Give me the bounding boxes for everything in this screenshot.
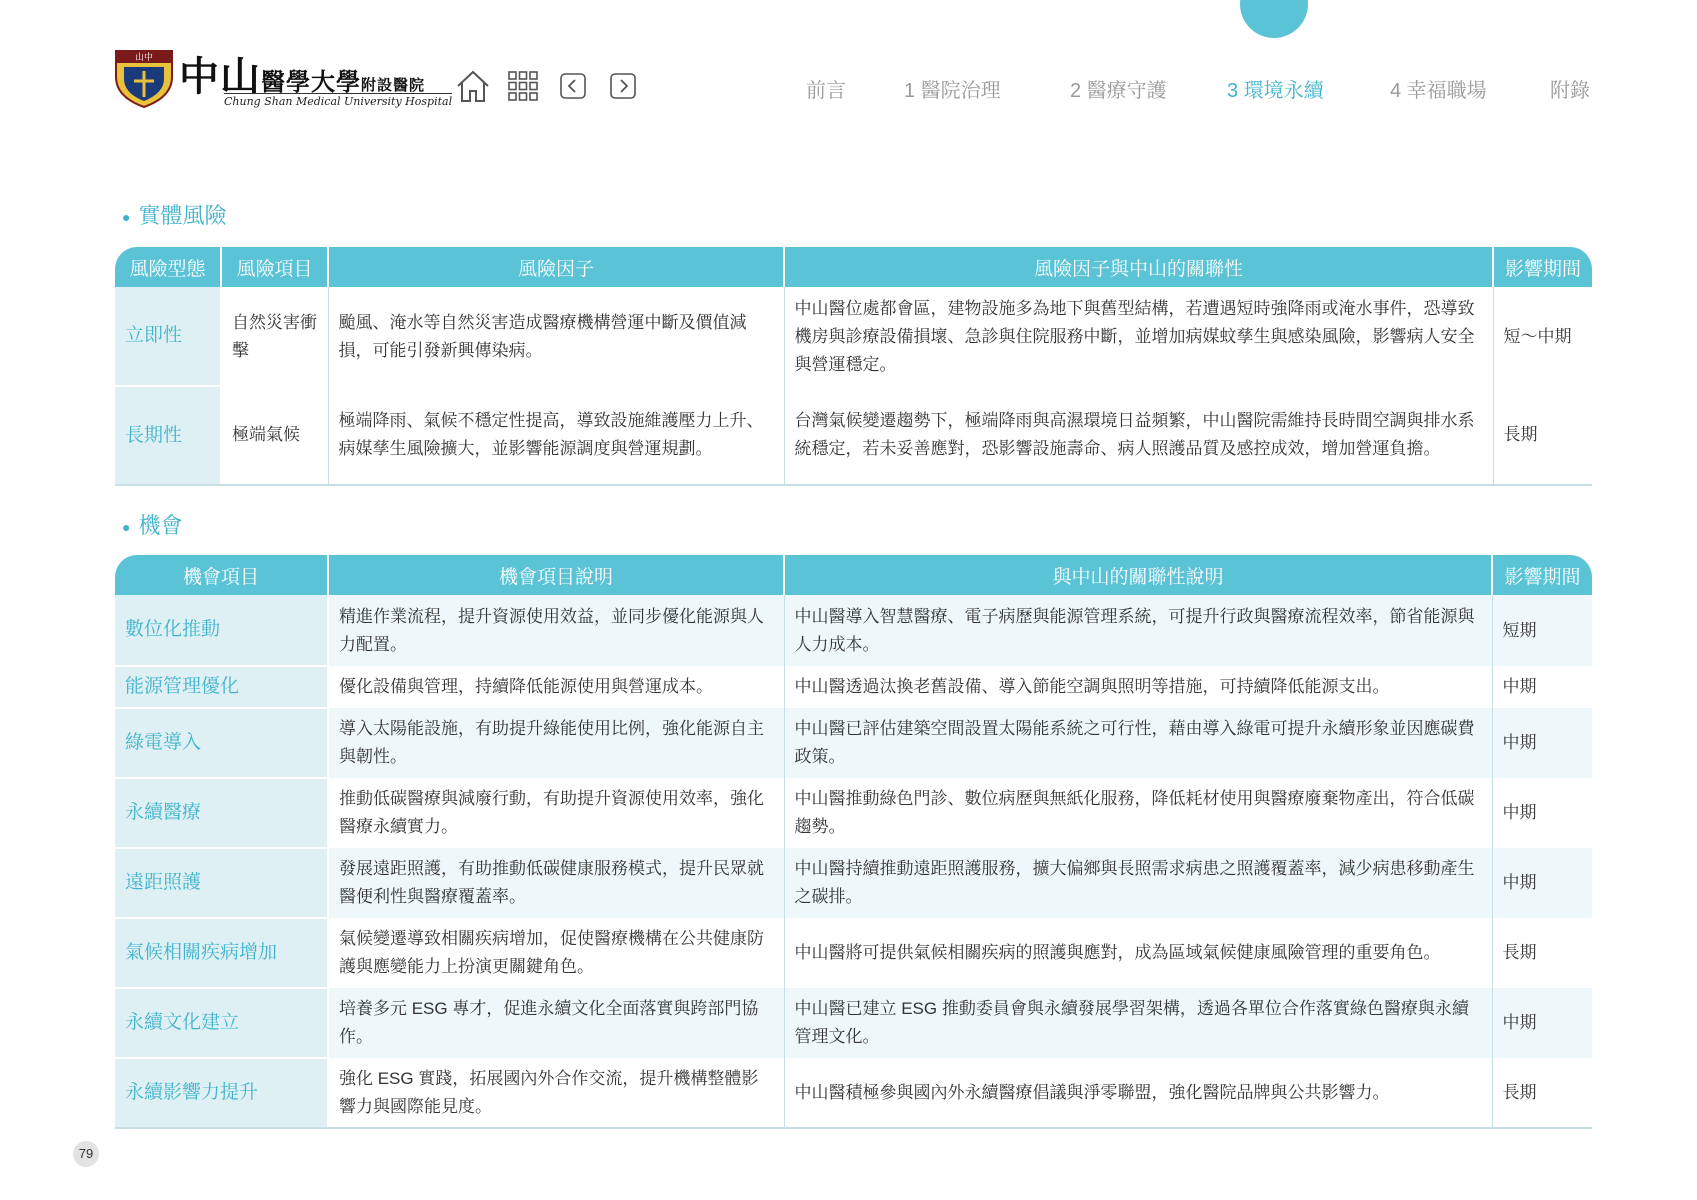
impact-period-cell: 中期 xyxy=(1492,988,1592,1058)
opportunity-item-cell: 氣候相關疾病增加 xyxy=(115,918,328,988)
risk-relation-cell: 中山醫位處都會區，建物設施多為地下與舊型結構，若遭遇短時強降雨或淹水事件，恐導致機房與診療設備損壞、急診與住院服務中斷，並增加病媒蚊孳生與感染風險，影響病人安全與營運穩定。 xyxy=(784,287,1493,386)
opportunity-relation-cell: 中山醫透過汰換老舊設備、導入節能空調與照明等措施，可持續降低能源支出。 xyxy=(784,666,1492,708)
header-risk-type: 風險型態 xyxy=(115,247,221,287)
risk-type-cell: 長期性 xyxy=(115,386,221,485)
opportunity-item-cell: 綠電導入 xyxy=(115,708,328,778)
risk-relation-cell: 台灣氣候變遷趨勢下，極端降雨與高濕環境日益頻繁，中山醫院需維持長時間空調與排水系統穩定，若未妥善應對，恐影響設施壽命、病人照護品質及感控成效，增加營運負擔。 xyxy=(784,386,1493,485)
header-risk-relation: 風險因子與中山的關聯性 xyxy=(784,247,1493,287)
opportunity-desc-cell: 推動低碳醫療與減廢行動，有助提升資源使用效率，強化醫療永續實力。 xyxy=(328,778,784,848)
nav-item-medical-care[interactable]: 2 醫療守護 xyxy=(1070,80,1167,102)
opportunity-item-cell: 永續文化建立 xyxy=(115,988,328,1058)
impact-period-cell: 中期 xyxy=(1492,848,1592,918)
opportunity-relation-cell: 中山醫將可提供氣候相關疾病的照護與應對，成為區域氣候健康風險管理的重要角色。 xyxy=(784,918,1492,988)
impact-period-cell: 短～中期 xyxy=(1493,287,1592,386)
decorative-circle xyxy=(1240,0,1308,38)
section-title-physical-risk xyxy=(122,199,226,230)
opportunity-relation-cell: 中山醫持續推動遠距照護服務，擴大偏鄉與長照需求病患之照護覆蓋率，減少病患移動產生之碳排。 xyxy=(784,848,1492,918)
table-row xyxy=(115,287,1592,386)
table-row xyxy=(115,848,1592,918)
section-title-text: 機會 xyxy=(138,513,183,538)
nav-item-governance[interactable]: 1 醫院治理 xyxy=(904,80,1001,102)
opportunity-desc-cell: 強化 ESG 實踐，拓展國內外合作交流，提升機構整體影響力與國際能見度。 xyxy=(328,1058,784,1128)
table-row xyxy=(115,595,1592,666)
table-row xyxy=(115,1058,1592,1128)
header-opportunity-item: 機會項目 xyxy=(115,555,328,595)
header-risk-item: 風險項目 xyxy=(221,247,328,287)
opportunity-table xyxy=(115,555,1592,1129)
opportunity-relation-cell: 中山醫已評估建築空間設置太陽能系統之可行性，藉由導入綠電可提升永續形象並因應碳費政策。 xyxy=(784,708,1492,778)
table-row xyxy=(115,918,1592,988)
opportunity-item-cell: 永續醫療 xyxy=(115,778,328,848)
risk-type-cell: 立即性 xyxy=(115,287,221,386)
impact-period-cell: 中期 xyxy=(1492,708,1592,778)
page-number: 79 xyxy=(73,1141,99,1167)
emblem-text: 山中 xyxy=(134,53,154,63)
logo-main-text: 中山 xyxy=(179,53,261,100)
impact-period-cell: 中期 xyxy=(1492,666,1592,708)
opportunity-desc-cell: 培養多元 ESG 專才，促進永續文化全面落實與跨部門協作。 xyxy=(328,988,784,1058)
header-opportunity-desc: 機會項目說明 xyxy=(328,555,784,595)
impact-period-cell: 中期 xyxy=(1492,778,1592,848)
opportunity-desc-cell: 精進作業流程，提升資源使用效益，並同步優化能源與人力配置。 xyxy=(328,595,784,666)
bullet-dot: ● xyxy=(122,209,131,226)
impact-period-cell: 長期 xyxy=(1493,386,1592,485)
header-risk-factor: 風險因子 xyxy=(328,247,784,287)
table-row xyxy=(115,666,1592,708)
risk-factor-cell: 颱風、淹水等自然災害造成醫療機構營運中斷及價值減損，可能引發新興傳染病。 xyxy=(328,287,784,386)
logo-small-text: 附設醫院 xyxy=(361,76,426,94)
header-impact-period: 影響期間 xyxy=(1492,555,1592,595)
header-opportunity-relation: 與中山的關聯性說明 xyxy=(784,555,1492,595)
opportunity-desc-cell: 導入太陽能設施，有助提升綠能使用比例，強化能源自主與韌性。 xyxy=(328,708,784,778)
table-row xyxy=(115,988,1592,1058)
opportunity-item-cell: 遠距照護 xyxy=(115,848,328,918)
opportunity-relation-cell: 中山醫積極參與國內外永續醫療倡議與淨零聯盟，強化醫院品牌與公共影響力。 xyxy=(784,1058,1492,1128)
table-row xyxy=(115,708,1592,778)
opportunity-item-cell: 數位化推動 xyxy=(115,595,328,666)
section-title-opportunity xyxy=(122,509,182,540)
nav-item-workplace[interactable]: 4 幸福職場 xyxy=(1390,80,1487,102)
section-title-text: 實體風險 xyxy=(138,203,227,228)
header-impact-period: 影響期間 xyxy=(1493,247,1592,287)
opportunity-desc-cell: 發展遠距照護，有助推動低碳健康服務模式，提升民眾就醫便利性與醫療覆蓋率。 xyxy=(328,848,784,918)
opportunity-item-cell: 永續影響力提升 xyxy=(115,1058,328,1128)
risk-item-cell: 極端氣候 xyxy=(221,386,328,485)
impact-period-cell: 長期 xyxy=(1492,918,1592,988)
risk-item-cell: 自然災害衝擊 xyxy=(221,287,328,386)
nav-item-environment[interactable]: 3 環境永續 xyxy=(1227,80,1324,102)
logo-english-name: Chung Shan Medical University Hospital xyxy=(224,95,453,108)
physical-risk-table xyxy=(115,247,1592,486)
nav-item-preface[interactable]: 前言 xyxy=(806,80,846,102)
chapter-navigation xyxy=(0,74,1697,104)
table-row xyxy=(115,778,1592,848)
opportunity-relation-cell: 中山醫導入智慧醫療、電子病歷與能源管理系統，可提升行政與醫療流程效率，節省能源與人力成本。 xyxy=(784,595,1492,666)
impact-period-cell: 短期 xyxy=(1492,595,1592,666)
opportunity-relation-cell: 中山醫推動綠色門診、數位病歷與無紙化服務，降低耗材使用與醫療廢棄物產出，符合低碳趨勢。 xyxy=(784,778,1492,848)
nav-item-appendix[interactable]: 附錄 xyxy=(1550,80,1590,102)
opportunity-relation-cell: 中山醫已建立 ESG 推動委員會與永續發展學習架構，透過各單位合作落實綠色醫療與永續管理文化。 xyxy=(784,988,1492,1058)
risk-factor-cell: 極端降雨、氣候不穩定性提高，導致設施維護壓力上升、病媒孳生風險擴大，並影響能源調度與營運規劃。 xyxy=(328,386,784,485)
opportunity-desc-cell: 優化設備與管理，持續降低能源使用與營運成本。 xyxy=(328,666,784,708)
logo-mid-text: 醫學大學 xyxy=(261,67,361,96)
table-row xyxy=(115,386,1592,485)
bullet-dot: ● xyxy=(122,519,131,536)
impact-period-cell: 長期 xyxy=(1492,1058,1592,1128)
opportunity-desc-cell: 氣候變遷導致相關疾病增加，促使醫療機構在公共健康防護與應變能力上扮演更關鍵角色。 xyxy=(328,918,784,988)
opportunity-item-cell: 能源管理優化 xyxy=(115,666,328,708)
